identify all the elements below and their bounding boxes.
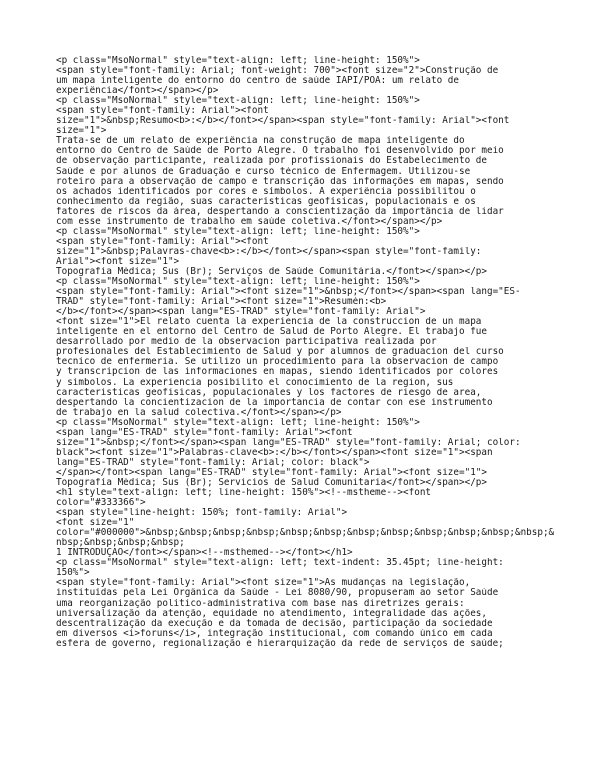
source-line: </b></font></span><span lang="ES-TRAD" style="font-family: Arial">	[56, 307, 426, 318]
source-line: Arial"><font size="1">	[56, 256, 180, 267]
source-line: Topografía Médica; Sus (Br); Servicios de Salud Comunitaria</font></span></p>	[56, 477, 487, 488]
source-line: descentralização da execução e da tomada de decisão, participação da sociedade	[56, 618, 493, 629]
source-line: size="1">&nbsp;</font></span><span lang="ES-TRAD" style="font-family: Arial; color:	[56, 437, 521, 448]
source-line: Topografia Médica; Sus (Br); Serviços de Saúde Comunitária.</font></span></p>	[56, 266, 487, 277]
source-line: <p class="MsoNormal" style="text-align: left; line-height: 150%">	[56, 417, 420, 428]
source-line: <span style="font-family: Arial; font-weight: 700"><font size="2">Construção de	[56, 66, 499, 77]
source-line: <span style="line-height: 150%; font-family: Arial">	[56, 508, 348, 519]
source-line: profesionales del Establecimiento de Salud y por alumnos de graduacion del curso	[56, 347, 504, 358]
source-line: <span style="font-family: Arial"><font size="1">As mudanças na legislação,	[56, 578, 471, 589]
source-line: <p class="MsoNormal" style="text-align: left; line-height: 150%">	[56, 96, 420, 107]
source-line: <span style="font-family: Arial"><font	[56, 236, 269, 247]
source-line: <p class="MsoNormal" style="text-align: left; text-indent: 35.45pt; line-height:	[56, 558, 504, 569]
source-line: desarrollado por medio de la observacion participativa realizada por	[56, 337, 437, 348]
source-line: size="1">&nbsp;Resumo<b>:</b></font></span><span style="font-family: Arial"><font	[56, 116, 510, 127]
source-line: inteligente en el entorno del Centro de Salud de Porto Alegre. El trabajo fue	[56, 327, 487, 338]
source-line: 150%">	[56, 568, 90, 579]
source-line: lang="ES-TRAD" style="font-family: Arial; color: black">	[56, 457, 370, 468]
source-line: </span></font><span lang="ES-TRAD" style="font-family: Arial"><font size="1">	[56, 467, 487, 478]
source-line: em diversos <i>foruns</i>, integração institucional, com comando único em cada	[56, 628, 493, 639]
source-line: black"><font size="1">Palabras-clave<b>:</b></font></span><font size="1"><span	[56, 447, 493, 458]
source-line: universalização da atenção, equidade no atendimento, integralidade das ações,	[56, 608, 487, 619]
source-line: <p class="MsoNormal" style="text-align: left; line-height: 150%">	[56, 56, 420, 66]
source-line: y transcripcion de las informaciones en mapas, siendo identificados por colores	[56, 367, 499, 378]
source-code-page	[56, 56, 556, 649]
source-line: instituídas pela Lei Orgânica da Saúde - Lei 8080/90, propuseram ao setor Saúde	[56, 588, 499, 599]
source-line: <font size="1">El relato cuenta la experiencia de la construccion de un mapa	[56, 317, 482, 328]
source-line: 1 INTRODUÇÃO</font></span><!--msthemed--></font></h1>	[56, 548, 353, 559]
source-line: <h1 style="text-align: left; line-height: 150%"><!--mstheme--><font	[56, 488, 432, 499]
source-line: tecnico de enfermeria. Se utilizo un procedimiento para la observacion de campo	[56, 357, 499, 368]
source-line: Saúde e por alunos de Graduação e curso técnico de Enfermagem. Utilizou-se	[56, 166, 471, 177]
source-line: entorno do Centro de Saúde de Porto Alegre. O trabalho foi desenvolvido por meio	[56, 146, 504, 157]
source-line: <p class="MsoNormal" style="text-align: left; line-height: 150%">	[56, 277, 420, 288]
source-line: experiência</font></span></p>	[56, 86, 219, 97]
source-line: size="1">	[56, 126, 107, 137]
source-line: com esse instrumento de trabalho em saúde coletiva.</font></span></p>	[56, 216, 443, 227]
source-line: uma reorganização político-administrativa com base nas diretrizes gerais:	[56, 598, 465, 609]
source-line: esfera de governo, regionalização e hierarquização da rede de serviços de saúde;	[56, 638, 504, 649]
source-line: <span lang="ES-TRAD" style="font-family: Arial"><font	[56, 427, 353, 438]
source-line: TRAD" style="font-family: Arial"><font size="1">Resumén:<b>	[56, 297, 387, 308]
source-line: de observação participante, realizada por profissionais do Estabelecimento de	[56, 156, 487, 167]
source-line: despertando la concientizacion de la importancia de contar con ese instrumento	[56, 397, 493, 408]
source-line: <span style="font-family: Arial"><font size="1">&nbsp;</font></span><span lang="ES-	[56, 287, 521, 298]
source-line: os achados identificados por cores e símbolos. A experiência possibilitou o	[56, 186, 476, 197]
source-line: y simbolos. La experiencia posibilito el conocimiento de la region, sus	[56, 377, 454, 388]
source-line: color="#000000">&nbsp;&nbsp;&nbsp;&nbsp;&nbsp;&nbsp;&nbsp;&nbsp;&nbsp;&nbsp;&nbsp;&nbsp;&	[56, 528, 555, 539]
source-line: um mapa inteligente do entorno do centro de saúde IAPI/POA: um relato de	[56, 76, 459, 87]
source-line: fatores de riscos da área, despertando a conscientização da importância de lidar	[56, 206, 504, 217]
source-line: nbsp;&nbsp;&nbsp;&nbsp;	[56, 538, 185, 549]
source-line: roteiro para a observação de campo e transcrição das informações em mapas, sendo	[56, 176, 504, 187]
source-line: <font size="1"	[56, 518, 135, 529]
source-line: color="#333366">	[56, 498, 146, 509]
source-line: caracteristicas geofisicas, populacionales y los factores de riesgo de area,	[56, 387, 482, 398]
source-line: <span style="font-family: Arial"><font	[56, 106, 269, 117]
source-line: conhecimento da região, suas características geofísicas, populacionais e os	[56, 196, 476, 207]
source-line: size="1">&nbsp;Palavras-chave<b>:</b></font></span><span style="font-family:	[56, 246, 482, 257]
source-line: Trata-se de um relato de experiência na construção de mapa inteligente do	[56, 136, 465, 147]
source-line: <p class="MsoNormal" style="text-align: left; line-height: 150%">	[56, 226, 420, 237]
source-line: de trabajo en la salud colectiva.</font></span></p>	[56, 407, 342, 418]
